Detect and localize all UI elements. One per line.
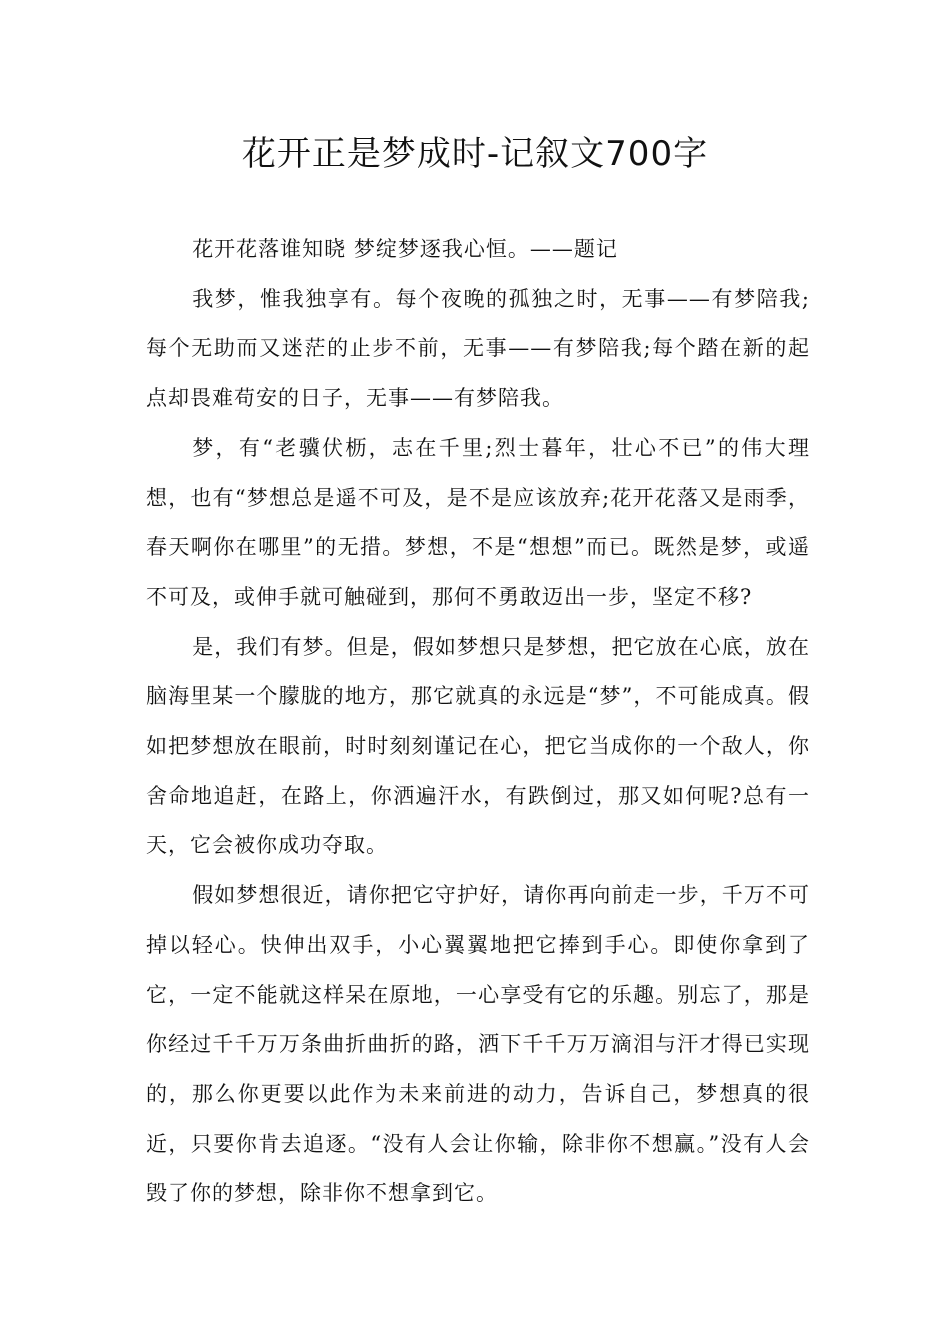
paragraph-epigraph: 花开花落谁知晓 梦绽梦逐我心恒。——题记: [192, 237, 618, 261]
document-body: [146, 225, 810, 1219]
paragraph: 我梦，惟我独享有。每个夜晚的孤独之时，无事——有梦陪我;每个无助而又迷茫的止步不前，无事——有梦陪我;每个踏在新的起点却畏难苟安的日子，无事——有梦陪我。: [146, 286, 810, 411]
paragraph: 梦，有“老骥伏枥，志在千里;烈士暮年，壮心不已”的伟大理想，也有“梦想总是遥不可及，是不是应该放弃;花开花落又是雨季，春天啊你在哪里”的无措。梦想，不是“想想”而已。既然是梦，或遥不可及，或伸手就可触碰到，那何不勇敢迈出一步，坚定不移?: [146, 435, 810, 609]
paragraph: 假如梦想很近，请你把它守护好，请你再向前走一步，千万不可掉以轻心。快伸出双手，小心翼翼地把它捧到手心。即使你拿到了它，一定不能就这样呆在原地，一心享受有它的乐趣。别忘了，那是你经过千千万万条曲折曲折的路，洒下千千万万滴泪与汗才得已实现的，那么你更要以此作为未来前进的动力，告诉自己，梦想真的很近，只要你肯去追逐。“没有人会让你输，除非你不想赢。”没有人会毁了你的梦想，除非你不想拿到它。: [146, 883, 810, 1206]
document-title: 花开正是梦成时-记叙文700字: [241, 134, 709, 174]
paragraph: 是，我们有梦。但是，假如梦想只是梦想，把它放在心底，放在脑海里某一个朦胧的地方，那它就真的永远是“梦”，不可能成真。假如把梦想放在眼前，时时刻刻谨记在心，把它当成你的一个敌人，你舍命地追赶，在路上，你洒遍汗水，有跌倒过，那又如何呢?总有一天，它会被你成功夺取。: [146, 634, 810, 858]
